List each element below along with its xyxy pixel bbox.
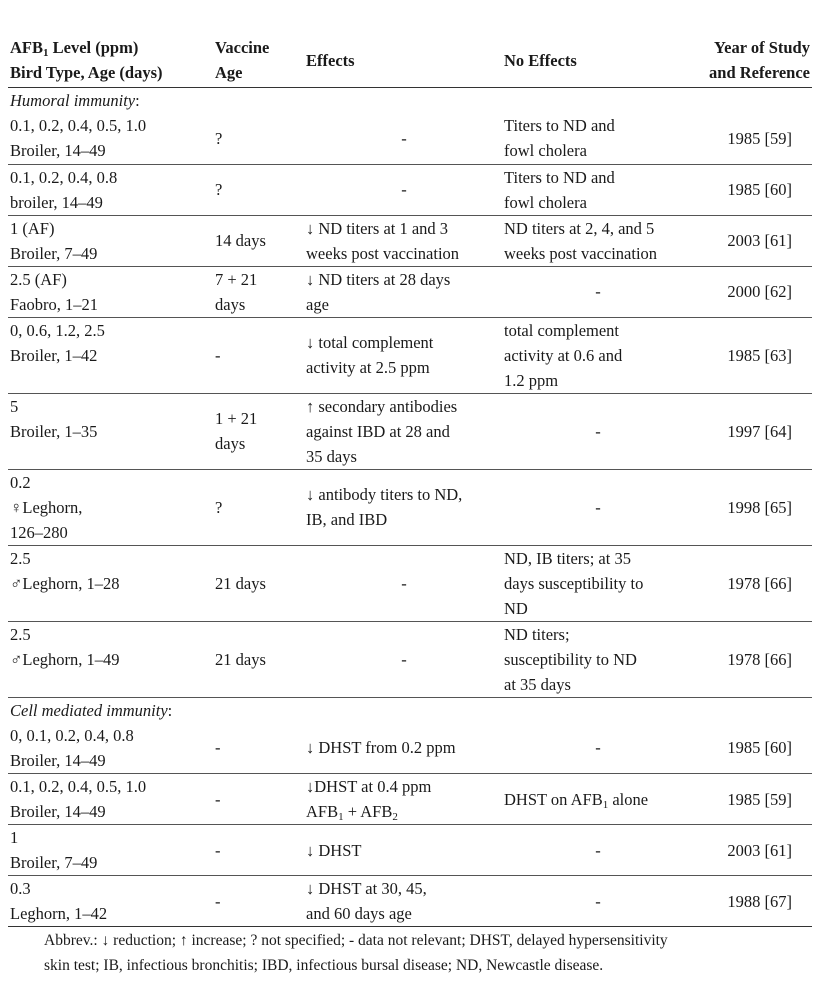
table-row bbox=[8, 723, 812, 774]
cell-vaccine-age: - bbox=[213, 774, 304, 825]
table-row bbox=[8, 876, 812, 927]
cell-vaccine-age: 21 days bbox=[213, 621, 304, 697]
header-no-effects: No Effects bbox=[502, 32, 692, 88]
header-year-reference: Year of Study and Reference bbox=[692, 32, 812, 88]
cell-effects: ↑ secondary antibodies against IBD at 28 and 35 days bbox=[304, 393, 502, 469]
cell-year-reference: 2000 [62] bbox=[692, 266, 812, 317]
cell-year-reference: 1998 [65] bbox=[692, 469, 812, 545]
cell-level-bird: 1 Broiler, 7–49 bbox=[8, 825, 213, 876]
cell-vaccine-age: - bbox=[213, 723, 304, 774]
table-row bbox=[8, 215, 812, 266]
cell-vaccine-age: - bbox=[213, 825, 304, 876]
cell-effects: ↓ antibody titers to ND, IB, and IBD bbox=[304, 469, 502, 545]
cell-year-reference: 1985 [59] bbox=[692, 774, 812, 825]
table-row bbox=[8, 621, 812, 697]
cell-no-effects: ND titers; susceptibility to ND at 35 days bbox=[502, 621, 692, 697]
cell-level-bird: 2.5 ♂Leghorn, 1–49 bbox=[8, 621, 213, 697]
cell-no-effects: - bbox=[502, 266, 692, 317]
table-row bbox=[8, 825, 812, 876]
table-row bbox=[8, 469, 812, 545]
cell-level-bird: 2.5 ♂Leghorn, 1–28 bbox=[8, 545, 213, 621]
cell-level-bird: 0.1, 0.2, 0.4, 0.5, 1.0 Broiler, 14–49 bbox=[8, 113, 213, 164]
section-label: Humoral immunity: bbox=[10, 91, 140, 110]
cell-level-bird: 0.3 Leghorn, 1–42 bbox=[8, 876, 213, 927]
table-row bbox=[8, 774, 812, 825]
cell-vaccine-age: ? bbox=[213, 469, 304, 545]
cell-effects: ↓ DHST bbox=[304, 825, 502, 876]
aflatoxin-immunity-table bbox=[8, 32, 812, 927]
cell-level-bird: 0, 0.6, 1.2, 2.5 Broiler, 1–42 bbox=[8, 317, 213, 393]
cell-no-effects: - bbox=[502, 876, 692, 927]
table-row bbox=[8, 545, 812, 621]
cell-year-reference: 1988 [67] bbox=[692, 876, 812, 927]
section-label: Cell mediated immunity: bbox=[10, 700, 173, 720]
cell-year-reference: 1985 [60] bbox=[692, 723, 812, 774]
header-vaccine-age: Vaccine Age bbox=[213, 32, 304, 88]
cell-year-reference: 1985 [63] bbox=[692, 317, 812, 393]
cell-no-effects: ND, IB titers; at 35 days susceptibility to ND bbox=[502, 545, 692, 621]
footnote-line-2: skin test; IB, infectious bronchitis; IBD, infectious bursal disease; ND, Newcastle disease. bbox=[44, 957, 604, 974]
header-row bbox=[8, 32, 812, 88]
table-row bbox=[8, 164, 812, 215]
cell-effects: ↓ DHST at 30, 45, and 60 days age bbox=[304, 876, 502, 927]
cell-effects: - bbox=[304, 113, 502, 164]
cell-year-reference: 1985 [59] bbox=[692, 113, 812, 164]
cell-vaccine-age: 14 days bbox=[213, 215, 304, 266]
cell-effects: ↓ ND titers at 1 and 3 weeks post vaccination bbox=[304, 215, 502, 266]
cell-year-reference: 2003 [61] bbox=[692, 215, 812, 266]
cell-no-effects: ND titers at 2, 4, and 5 weeks post vaccination bbox=[502, 215, 692, 266]
cell-no-effects: Titers to ND and fowl cholera bbox=[502, 164, 692, 215]
header-level-bird: $AFB_1$ Level (ppm) Bird Type, Age (days) bbox=[8, 32, 213, 88]
cell-effects: ↓DHST at 0.4 ppm $AFB_1 + AFB_2$ bbox=[304, 774, 502, 825]
header-effects: Effects bbox=[304, 32, 502, 88]
cell-level-bird: 0.1, 0.2, 0.4, 0.5, 1.0 Broiler, 14–49 bbox=[8, 774, 213, 825]
cell-vaccine-age: 21 days bbox=[213, 545, 304, 621]
cell-vaccine-age: 1 + 21 days bbox=[213, 393, 304, 469]
cell-year-reference: 1985 [60] bbox=[692, 164, 812, 215]
cell-level-bird: 0.1, 0.2, 0.4, 0.8 broiler, 14–49 bbox=[8, 164, 213, 215]
cell-no-effects: Titers to ND and fowl cholera bbox=[502, 113, 692, 164]
cell-effects: - bbox=[304, 164, 502, 215]
cell-vaccine-age: 7 + 21 days bbox=[213, 266, 304, 317]
table-row bbox=[8, 113, 812, 164]
cell-year-reference: 1997 [64] bbox=[692, 393, 812, 469]
cell-no-effects: total complement activity at 0.6 and 1.2 ppm bbox=[502, 317, 692, 393]
cell-no-effects: DHST on $AFB_1$ alone bbox=[502, 774, 692, 825]
cell-no-effects: - bbox=[502, 393, 692, 469]
cell-level-bird: 0.2 ♀Leghorn, 126–280 bbox=[8, 469, 213, 545]
cell-level-bird: 1 (AF) Broiler, 7–49 bbox=[8, 215, 213, 266]
cell-effects: ↓ total complement activity at 2.5 ppm bbox=[304, 317, 502, 393]
table-row bbox=[8, 266, 812, 317]
cell-no-effects: - bbox=[502, 469, 692, 545]
cell-level-bird: 0, 0.1, 0.2, 0.4, 0.8 Broiler, 14–49 bbox=[8, 723, 213, 774]
cell-vaccine-age: ? bbox=[213, 164, 304, 215]
cell-no-effects: - bbox=[502, 825, 692, 876]
cell-no-effects: - bbox=[502, 723, 692, 774]
cell-effects: - bbox=[304, 621, 502, 697]
cell-vaccine-age: ? bbox=[213, 113, 304, 164]
cell-level-bird: 5 Broiler, 1–35 bbox=[8, 393, 213, 469]
cell-year-reference: 2003 [61] bbox=[692, 825, 812, 876]
cell-effects: - bbox=[304, 545, 502, 621]
cell-level-bird: 2.5 (AF) Faobro, 1–21 bbox=[8, 266, 213, 317]
footnote-line-1: Abbrev.: ↓ reduction; ↑ increase; ? not specified; - data not relevant; DHST, delayed hypersensitivity bbox=[44, 932, 668, 949]
cell-effects: ↓ DHST from 0.2 ppm bbox=[304, 723, 502, 774]
cell-vaccine-age: - bbox=[213, 317, 304, 393]
table-row bbox=[8, 393, 812, 469]
footnote bbox=[44, 928, 804, 978]
cell-year-reference: 1978 [66] bbox=[692, 621, 812, 697]
table-row bbox=[8, 317, 812, 393]
cell-vaccine-age: - bbox=[213, 876, 304, 927]
section-row-humoral bbox=[8, 88, 812, 114]
cell-year-reference: 1978 [66] bbox=[692, 545, 812, 621]
cell-effects: ↓ ND titers at 28 days age bbox=[304, 266, 502, 317]
section-row-cell bbox=[8, 697, 812, 723]
